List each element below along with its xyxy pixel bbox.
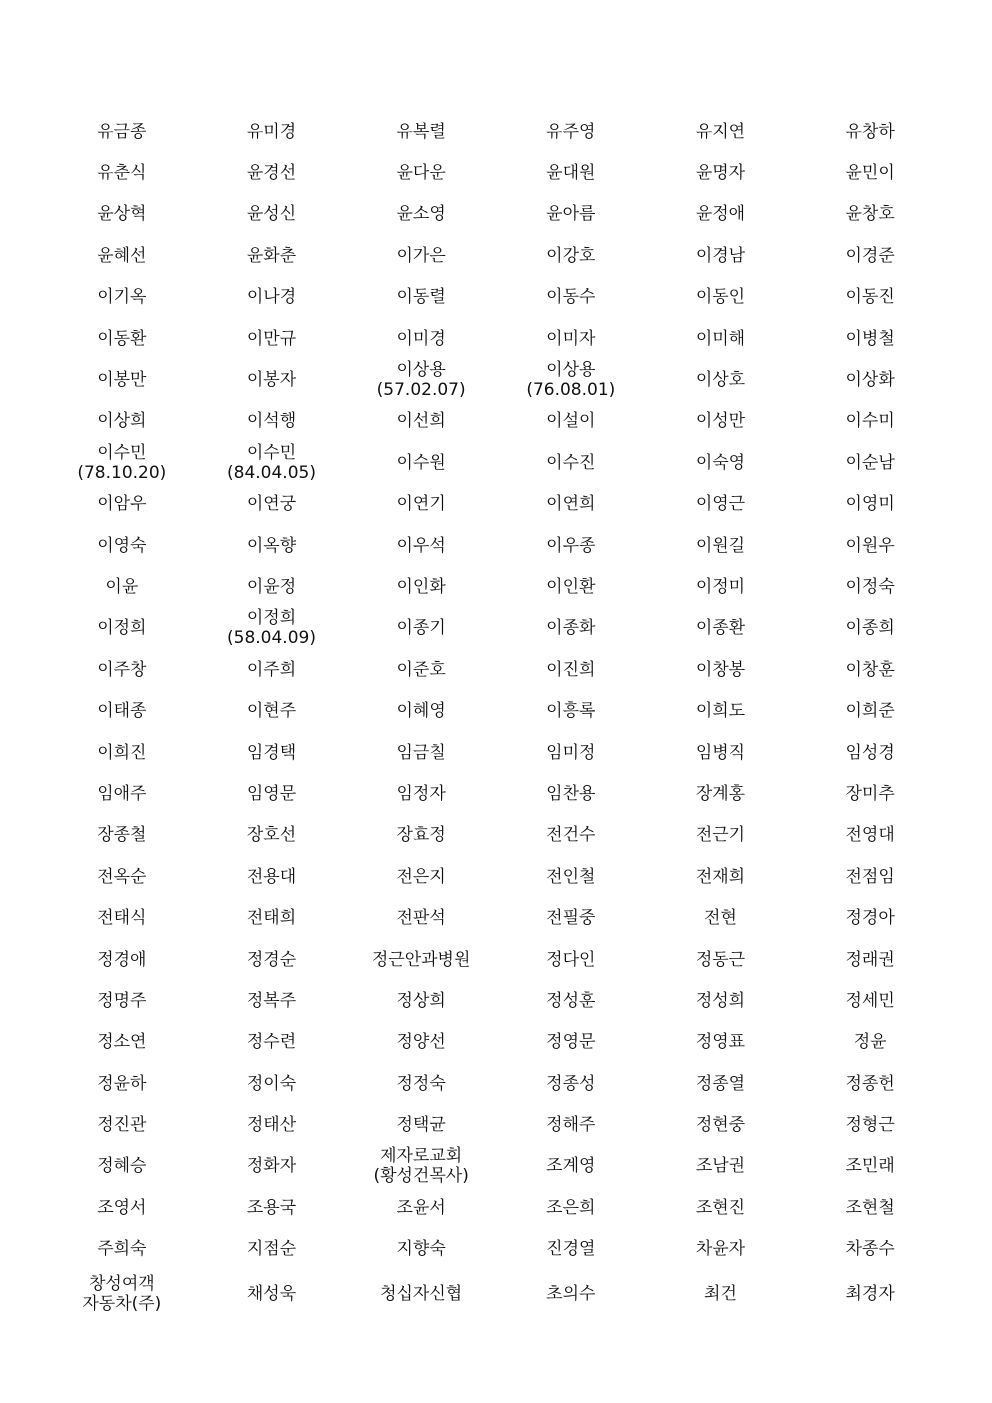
- name-cell: 정종헌: [845, 1073, 895, 1094]
- name-cell: 정형근: [845, 1115, 895, 1136]
- name-cell: 최건: [704, 1283, 737, 1304]
- name-cell: 정진관: [97, 1115, 147, 1136]
- name-cell: 이상호: [695, 370, 746, 391]
- table-row: [47, 152, 945, 193]
- name-cell: 장효정: [396, 825, 446, 846]
- name-cell: 지점순: [246, 1239, 297, 1260]
- name-cell: 이동수: [546, 287, 596, 308]
- name-cell: 이상용 (57.02.07): [376, 360, 466, 401]
- name-cell: 이가은: [396, 245, 446, 266]
- table-row: [47, 856, 945, 897]
- name-cell: 정래권: [845, 949, 895, 970]
- name-cell: 윤명자: [695, 163, 746, 184]
- name-cell: 이창훈: [845, 659, 895, 680]
- name-cell: 유춘식: [97, 163, 147, 184]
- table-row: [47, 525, 945, 566]
- name-cell: 조계영: [546, 1156, 596, 1177]
- name-cell: 정명주: [97, 990, 147, 1011]
- name-cell: 이나경: [246, 287, 297, 308]
- name-cell: 정종성: [546, 1073, 596, 1094]
- name-cell: 이윤정: [246, 576, 297, 597]
- name-cell: 정세민: [845, 990, 895, 1011]
- name-cell: 이수민 (78.10.20): [77, 442, 167, 483]
- name-cell: 임찬용: [546, 783, 596, 804]
- name-cell: 조은희: [546, 1197, 596, 1218]
- table-row: [47, 442, 945, 483]
- name-cell: 이암우: [97, 494, 147, 515]
- name-cell: 정이숙: [246, 1073, 297, 1094]
- name-cell: 이인화: [396, 576, 446, 597]
- name-cell: 전재희: [695, 866, 746, 887]
- name-cell: 정복주: [246, 990, 297, 1011]
- name-cell: 임경택: [246, 742, 297, 763]
- table-row: [47, 1146, 945, 1187]
- name-cell: 주희숙: [97, 1239, 147, 1260]
- name-cell: 이경준: [845, 245, 895, 266]
- name-cell: 이인환: [546, 576, 596, 597]
- name-cell: 이수진: [546, 452, 596, 473]
- name-cell: 이영미: [845, 494, 895, 515]
- name-cell: 임미정: [546, 742, 596, 763]
- name-cell: 이선희: [396, 411, 446, 432]
- name-cell: 이순남: [845, 452, 895, 473]
- name-cell: 유지연: [695, 121, 746, 142]
- table-row: [47, 1270, 945, 1318]
- name-cell: 이원길: [695, 535, 746, 556]
- name-cell: 윤다운: [396, 163, 446, 184]
- table-row: [47, 359, 945, 400]
- name-cell: 윤정애: [695, 204, 746, 225]
- table-row: [47, 608, 945, 649]
- name-cell: 정종열: [695, 1073, 746, 1094]
- table-row: [47, 401, 945, 442]
- name-cell: 이희준: [845, 701, 895, 722]
- name-cell: 전현: [704, 908, 737, 929]
- name-cell: 이경남: [695, 245, 746, 266]
- name-cell: 전판석: [396, 908, 446, 929]
- name-cell: 조현진: [695, 1197, 746, 1218]
- table-row: [47, 897, 945, 938]
- name-cell: 이진희: [546, 659, 596, 680]
- name-cell: 정근안과병원: [371, 949, 471, 970]
- name-cell: 정윤하: [97, 1073, 147, 1094]
- name-cell: 전옥순: [97, 866, 147, 887]
- name-cell: 장계홍: [695, 783, 746, 804]
- name-cell: 이영숙: [97, 535, 147, 556]
- name-cell: 전태식: [97, 908, 147, 929]
- name-cell: 채성욱: [246, 1283, 297, 1304]
- name-cell: 초의수: [546, 1283, 596, 1304]
- name-cell: 윤성신: [246, 204, 297, 225]
- name-cell: 진경열: [546, 1239, 596, 1260]
- table-row: [47, 484, 945, 525]
- table-row: [47, 939, 945, 980]
- name-cell: 이동인: [695, 287, 746, 308]
- name-cell: 임성경: [845, 742, 895, 763]
- name-cell: 조용국: [246, 1197, 297, 1218]
- name-cell: 정양선: [396, 1032, 446, 1053]
- donor-name-table-body: [47, 111, 945, 1318]
- name-cell: 윤경선: [246, 163, 297, 184]
- name-cell: 정동근: [695, 949, 746, 970]
- name-cell: 유복렬: [396, 121, 446, 142]
- name-cell: 이태종: [97, 701, 147, 722]
- name-cell: 전근기: [695, 825, 746, 846]
- name-cell: 이강호: [546, 245, 596, 266]
- name-cell: 정상희: [396, 990, 446, 1011]
- table-row: [47, 690, 945, 731]
- name-cell: 전태희: [246, 908, 297, 929]
- table-row: [47, 649, 945, 690]
- name-cell: 이정희: [97, 618, 147, 639]
- name-cell: 유창하: [845, 121, 895, 142]
- table-row: [47, 566, 945, 607]
- name-cell: 전영대: [845, 825, 895, 846]
- name-cell: 정소연: [97, 1032, 147, 1053]
- name-cell: 이창봉: [695, 659, 746, 680]
- table-row: [47, 980, 945, 1021]
- name-cell: 임애주: [97, 783, 147, 804]
- table-row: [47, 1022, 945, 1063]
- name-cell: 이혜영: [396, 701, 446, 722]
- name-cell: 이연기: [396, 494, 446, 515]
- name-cell: 정수련: [246, 1032, 297, 1053]
- table-row: [47, 277, 945, 318]
- name-cell: 이기옥: [97, 287, 147, 308]
- name-cell: 전건수: [546, 825, 596, 846]
- name-cell: 정태산: [246, 1115, 297, 1136]
- name-cell: 이봉만: [97, 370, 147, 391]
- name-cell: 정성훈: [546, 990, 596, 1011]
- name-cell: 정해주: [546, 1115, 596, 1136]
- table-row: [47, 1229, 945, 1270]
- table-row: [47, 732, 945, 773]
- name-cell: 정영문: [546, 1032, 596, 1053]
- name-cell: 전인철: [546, 866, 596, 887]
- name-cell: 윤상혁: [97, 204, 147, 225]
- name-cell: 전은지: [396, 866, 446, 887]
- name-cell: 임정자: [396, 783, 446, 804]
- name-cell: 윤대원: [546, 163, 596, 184]
- name-cell: 윤소영: [396, 204, 446, 225]
- name-cell: 전점임: [845, 866, 895, 887]
- name-cell: 이정미: [695, 576, 746, 597]
- name-cell: 이수원: [396, 452, 446, 473]
- name-cell: 이상용 (76.08.01): [526, 360, 616, 401]
- name-cell: 이상화: [845, 370, 895, 391]
- name-cell: 이종화: [546, 618, 596, 639]
- name-cell: 이현주: [246, 701, 297, 722]
- name-cell: 이종기: [396, 618, 446, 639]
- name-cell: 임병직: [695, 742, 746, 763]
- name-cell: 이수미: [845, 411, 895, 432]
- name-cell: 이흥록: [546, 701, 596, 722]
- name-cell: 이석행: [246, 411, 297, 432]
- name-cell: 장호선: [246, 825, 297, 846]
- table-row: [47, 815, 945, 856]
- name-cell: 윤아름: [546, 204, 596, 225]
- name-cell: 이숙영: [695, 452, 746, 473]
- table-row: [47, 235, 945, 276]
- name-cell: 최경자: [845, 1283, 895, 1304]
- name-cell: 장종철: [97, 825, 147, 846]
- name-cell: 이정숙: [845, 576, 895, 597]
- table-row: [47, 773, 945, 814]
- name-cell: 이미자: [546, 328, 596, 349]
- name-cell: 이미해: [695, 328, 746, 349]
- name-cell: 이영근: [695, 494, 746, 515]
- name-cell: 이종환: [695, 618, 746, 639]
- name-cell: 유금종: [97, 121, 147, 142]
- name-cell: 조현철: [845, 1197, 895, 1218]
- name-cell: 이희진: [97, 742, 147, 763]
- name-cell: 정현중: [695, 1115, 746, 1136]
- name-cell: 정혜승: [97, 1156, 147, 1177]
- table-row: [47, 1104, 945, 1145]
- name-cell: 지향숙: [396, 1239, 446, 1260]
- name-cell: 이성만: [695, 411, 746, 432]
- name-cell: 이상희: [97, 411, 147, 432]
- name-cell: 이동렬: [396, 287, 446, 308]
- name-cell: 윤화춘: [246, 245, 297, 266]
- name-cell: 이동환: [97, 328, 147, 349]
- name-cell: 윤창호: [845, 204, 895, 225]
- name-cell: 이옥향: [246, 535, 297, 556]
- name-cell: 정정숙: [396, 1073, 446, 1094]
- name-cell: 이희도: [695, 701, 746, 722]
- name-cell: 이병철: [845, 328, 895, 349]
- name-cell: 이연희: [546, 494, 596, 515]
- name-cell: 이미경: [396, 328, 446, 349]
- name-cell: 이설이: [546, 411, 596, 432]
- name-cell: 이원우: [845, 535, 895, 556]
- name-cell: 이주희: [246, 659, 297, 680]
- name-cell: 정다인: [546, 949, 596, 970]
- name-cell: 정영표: [695, 1032, 746, 1053]
- table-row: [47, 194, 945, 235]
- name-cell: 이봉자: [246, 370, 297, 391]
- name-cell: 이윤: [105, 576, 139, 597]
- table-row: [47, 1063, 945, 1104]
- name-cell: 차윤자: [695, 1239, 746, 1260]
- name-cell: 조영서: [97, 1197, 147, 1218]
- name-cell: 이준호: [396, 659, 446, 680]
- name-cell: 정경아: [845, 908, 895, 929]
- name-cell: 전필중: [546, 908, 596, 929]
- name-cell: 조민래: [845, 1156, 895, 1177]
- table-row: [47, 1187, 945, 1228]
- name-cell: 이우석: [396, 535, 446, 556]
- donor-name-table: [47, 111, 945, 1318]
- table-row: [47, 318, 945, 359]
- name-cell: 조윤서: [396, 1197, 446, 1218]
- name-cell: 정윤: [853, 1032, 887, 1053]
- name-cell: 정성희: [695, 990, 746, 1011]
- name-cell: 윤혜선: [97, 245, 147, 266]
- name-cell: 이동진: [845, 287, 895, 308]
- name-cell: 임금칠: [396, 742, 446, 763]
- name-cell: 제자로교회 (황성건목사): [373, 1146, 469, 1187]
- name-cell: 창성여객 자동차(주): [82, 1273, 162, 1314]
- name-cell: 정경순: [246, 949, 297, 970]
- name-cell: 조남권: [695, 1156, 746, 1177]
- name-cell: 정화자: [246, 1156, 297, 1177]
- name-cell: 유미경: [246, 121, 297, 142]
- table-row: [47, 111, 945, 152]
- name-cell: 윤민이: [845, 163, 895, 184]
- name-cell: 차종수: [845, 1239, 895, 1260]
- name-cell: 이우종: [546, 535, 596, 556]
- name-cell: 이수민 (84.04.05): [227, 442, 316, 483]
- name-cell: 임영문: [246, 783, 297, 804]
- name-cell: 전용대: [246, 866, 297, 887]
- name-cell: 이종희: [845, 618, 895, 639]
- name-cell: 청십자신협: [380, 1283, 463, 1304]
- name-cell: 이정희 (58.04.09): [227, 608, 316, 649]
- name-cell: 정택균: [396, 1115, 446, 1136]
- name-cell: 유주영: [546, 121, 596, 142]
- name-cell: 이연궁: [246, 494, 297, 515]
- name-cell: 이만규: [246, 328, 297, 349]
- name-cell: 이주창: [97, 659, 147, 680]
- name-cell: 정경애: [97, 949, 147, 970]
- name-cell: 장미추: [845, 783, 895, 804]
